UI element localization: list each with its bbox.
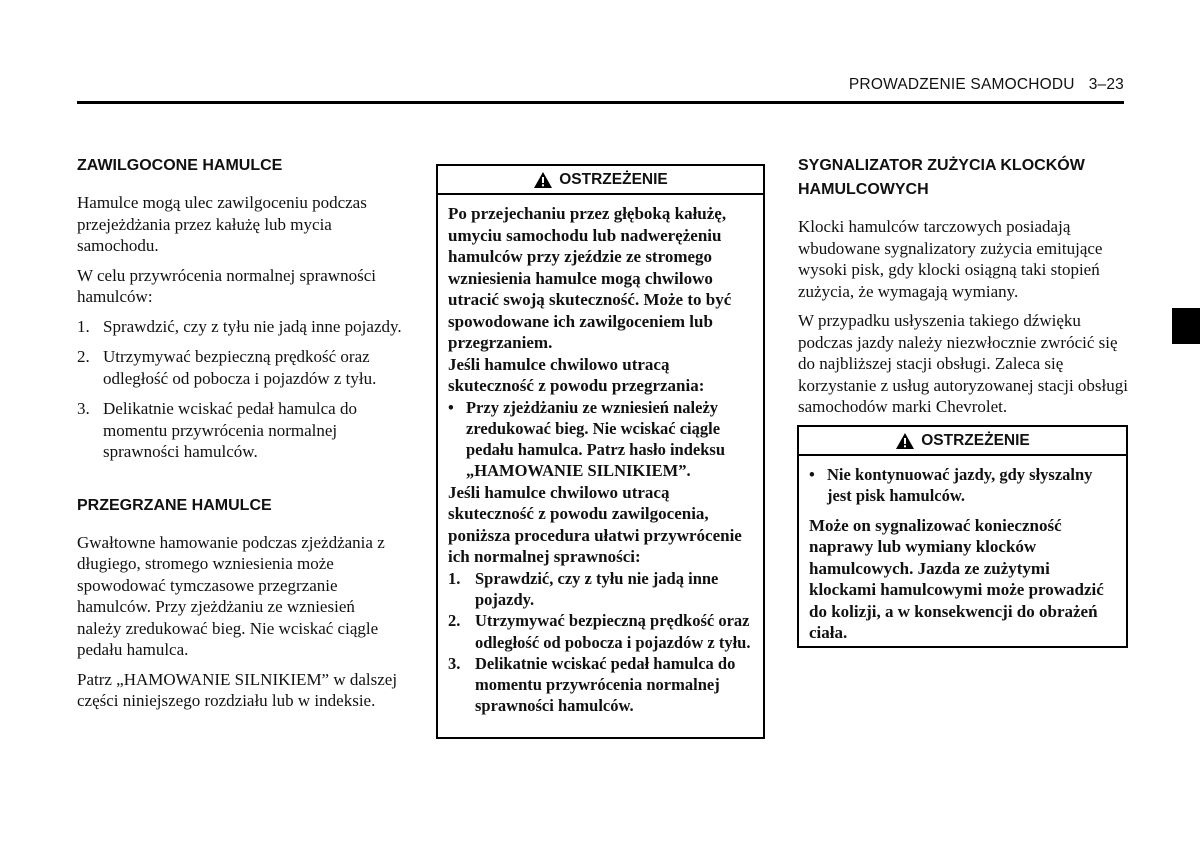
paragraph: Patrz „HAMOWANIE SILNIKIEM” w dalszej części niniejszego rozdziału lub w indeksie. bbox=[77, 669, 398, 710]
paragraph: W celu przywrócenia normalnej sprawności hamulców: bbox=[77, 265, 376, 306]
warning-text: Może on sygnalizować konieczność naprawy lub wymiany klocków hamulcowych. Jazda ze zużytymi klockami hamulcowymi może prowadzić do kolizji, a w konsekwencji do obrażeń ciała. bbox=[809, 515, 1104, 643]
step-text: Sprawdzić, czy z tyłu nie jadą inne pojazdy. bbox=[103, 316, 402, 336]
step-text: Delikatnie wciskać pedał hamulca do momentu przywrócenia normalnej sprawności hamulców. bbox=[475, 653, 736, 716]
step-number: 2. bbox=[448, 611, 461, 631]
warning-box-wear bbox=[797, 425, 1128, 648]
column-right bbox=[798, 154, 1128, 426]
bullet-text: Przy zjeżdżaniu ze wzniesień należy zredukować bieg. Nie wciskać ciągle pedału hamulca. Patrz hasło indeksu „HAMOWANIE SILNIKIEM”. bbox=[466, 397, 726, 481]
list-item bbox=[809, 464, 1116, 507]
step-number: 2. bbox=[77, 347, 90, 366]
warning-body bbox=[799, 456, 1126, 644]
warning-text: Po przejechaniu przez głęboką kałużę, umyciu samochodu lub nadwerężeniu hamulców przy zjeździe ze stromego wzniesienia hamulce mogą chwilowo utracić swoją skuteczność. Może to być spowodowane ich zawilgoceniem lub przegrzaniem. bbox=[448, 204, 732, 352]
bullet-text: Nie kontynuować jazdy, gdy słyszalny jest pisk hamulców. bbox=[827, 465, 1093, 506]
warning-text: Jeśli hamulce chwilowo utracą skuteczność z powodu zawilgocenia, poniższa procedura ułatwi przywrócenie ich normalnej sprawności: bbox=[448, 482, 742, 567]
list-item bbox=[77, 316, 402, 338]
step-text: Utrzymywać bezpieczną prędkość oraz odległość od pobocza i pojazdów z tyłu. bbox=[475, 611, 751, 652]
bullet-mark: • bbox=[448, 397, 454, 417]
warning-bullet-list bbox=[448, 397, 753, 482]
warning-text: Jeśli hamulce chwilowo utracą skuteczność z powodu przegrzania: bbox=[448, 354, 705, 395]
list-item bbox=[448, 568, 753, 611]
warning-bullet-list bbox=[809, 464, 1116, 507]
list-item bbox=[448, 610, 753, 653]
paragraph: Hamulce mogą ulec zawilgoceniu podczas przejeżdżania przez kałużę lub mycia samochodu. bbox=[77, 193, 367, 255]
step-number: 3. bbox=[77, 399, 90, 418]
paragraph: Gwałtowne hamowanie podczas zjeżdżania z długiego, stromego wzniesienia może spowodować tymczasowe przegrzanie hamulców. Przy zjeżdżaniu ze wzniesień należy zredukować bieg. Nie wciskać ciągle pedału hamulca. bbox=[77, 532, 385, 659]
chapter-tab-marker bbox=[1172, 308, 1200, 344]
paragraph: Klocki hamulców tarczowych posiadają wbudowane sygnalizatory zużycia emitujące wysoki pisk, gdy klocki osiągną taki stopień zużycia, że wymagają wymiany. bbox=[798, 217, 1103, 301]
warning-header bbox=[438, 166, 763, 195]
running-header bbox=[0, 76, 1124, 94]
list-item bbox=[448, 653, 753, 717]
heading-wet-brakes: ZAWILGOCONE HAMULCE bbox=[77, 157, 283, 174]
step-number: 3. bbox=[448, 653, 461, 673]
list-item bbox=[77, 346, 402, 389]
warning-title: OSTRZEŻENIE bbox=[921, 431, 1030, 449]
warning-triangle-icon bbox=[533, 171, 553, 189]
list-item bbox=[77, 398, 402, 463]
warning-body bbox=[438, 195, 763, 717]
warning-header bbox=[799, 427, 1126, 456]
heading-wear-indicator: SYGNALIZATOR ZUŻYCIA KLOCKÓW HAMULCOWYCH bbox=[798, 157, 1085, 198]
list-item bbox=[448, 397, 753, 482]
step-number: 1. bbox=[77, 316, 90, 336]
warning-box-brakes bbox=[436, 164, 765, 739]
step-text: Utrzymywać bezpieczną prędkość oraz odległość od pobocza i pojazdów z tyłu. bbox=[103, 347, 377, 388]
bullet-mark: • bbox=[809, 465, 815, 484]
step-text: Sprawdzić, czy z tyłu nie jadą inne pojazdy. bbox=[475, 568, 719, 609]
step-number: 1. bbox=[448, 568, 461, 588]
column-left bbox=[77, 154, 402, 720]
step-text: Delikatnie wciskać pedał hamulca do momentu przywrócenia normalnej sprawności hamulców. bbox=[103, 399, 357, 461]
heading-overheated-brakes: PRZEGRZANE HAMULCE bbox=[77, 496, 272, 514]
warning-triangle-icon bbox=[895, 432, 915, 450]
page-number: 3–23 bbox=[1088, 76, 1124, 93]
procedure-list bbox=[77, 316, 402, 463]
header-rule bbox=[77, 101, 1124, 104]
section-title: PROWADZENIE SAMOCHODU bbox=[848, 76, 1075, 93]
warning-procedure-list bbox=[448, 568, 753, 717]
warning-title: OSTRZEŻENIE bbox=[559, 170, 668, 188]
paragraph: W przypadku usłyszenia takiego dźwięku podczas jazdy należy niezwłocznie zwrócić się do najbliższej stacji obsługi. Zaleca się korzystanie z usług autoryzowanej stacji obsługi samochodów marki Chevrolet. bbox=[798, 311, 1128, 416]
